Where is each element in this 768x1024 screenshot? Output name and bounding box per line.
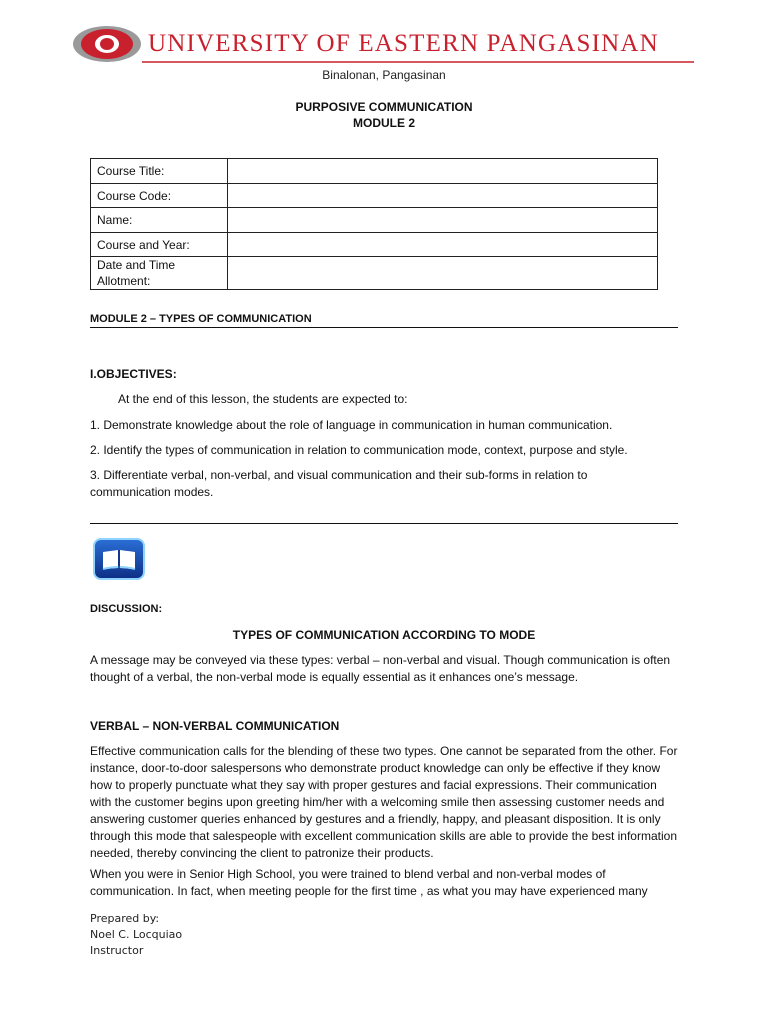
objective-item: 2. Identify the types of communication in relation to communication mode, context, purpose and style.: [90, 443, 628, 457]
course-title-field[interactable]: [228, 159, 658, 184]
discussion-intro: A message may be conveyed via these types: verbal – non-verbal and visual. Though communication is often thought of a verbal, the non-verbal mode is equally essential as it enhances one’s message.: [90, 653, 671, 684]
name-field[interactable]: [228, 208, 658, 233]
title-course: PURPOSIVE COMMUNICATION: [295, 100, 473, 114]
discussion-heading: DISCUSSION:: [90, 603, 163, 615]
senior-high-paragraph: When you were in Senior High School, you were trained to blend verbal and non-verbal modes of communication. In fact, when meeting people for the first time , as what you may have experienced many: [90, 867, 648, 898]
row-label: Name:: [91, 208, 228, 233]
date-time-field[interactable]: [228, 257, 658, 290]
document-title: [0, 99, 768, 131]
table-row: [91, 233, 658, 257]
header-underline: [72, 60, 694, 64]
title-module: MODULE 2: [352, 116, 415, 130]
objectives-intro: At the end of this lesson, the students are expected to:: [118, 392, 408, 406]
divider: [90, 523, 678, 524]
table-row: [91, 184, 658, 208]
prepared-by-label: Prepared by:: [90, 912, 160, 925]
mode-heading: TYPES OF COMMUNICATION ACCORDING TO MODE: [232, 628, 536, 642]
table-row: [91, 159, 658, 184]
objective-item: 1. Demonstrate knowledge about the role of language in communication in human communication.: [90, 418, 613, 432]
row-label: Course and Year:: [91, 233, 228, 257]
prepared-by-block: [90, 911, 182, 959]
course-year-field[interactable]: [228, 233, 658, 257]
objectives-heading: I.OBJECTIVES:: [90, 367, 177, 381]
university-seal-logo: [72, 24, 142, 64]
book-icon: [93, 538, 145, 580]
verbal-heading: VERBAL – NON-VERBAL COMMUNICATION: [90, 719, 340, 733]
row-label: Date and Time Allotment:: [91, 257, 228, 290]
location: Binalonan, Pangasinan: [322, 68, 446, 82]
instructor-role: Instructor: [90, 944, 144, 957]
table-row: [91, 257, 658, 290]
table-row: [91, 208, 658, 233]
course-code-field[interactable]: [228, 184, 658, 208]
divider: [90, 327, 678, 328]
university-name: UNIVERSITY OF EASTERN PANGASINAN: [148, 30, 659, 57]
row-label: Course Code:: [91, 184, 228, 208]
verbal-paragraph: Effective communication calls for the blending of these two types. One cannot be separated from the other. For instance, door-to-door salespersons who demonstrate product knowledge can only be effective if they know how to properly punctuate what they say with proper gestures and facial expressions. Their communication with the customer begins upon greeting him/her with a welcoming smile then assessing customer needs and answering customer queries enhanced by gestures and a friendly, happy, and pleasant disposition. It is only through this mode that salespeople with excellent communication skills are able to provide the best information needed, thereby convincing the client to patronize their products.: [90, 744, 678, 860]
module-heading: MODULE 2 – TYPES OF COMMUNICATION: [90, 313, 312, 325]
instructor-name: Noel C. Locquiao: [90, 928, 183, 941]
objective-item: 3. Differentiate verbal, non-verbal, and visual communication and their sub-forms in relation to communication modes.: [90, 468, 588, 499]
course-info-table: [90, 158, 658, 290]
row-label: Course Title:: [91, 159, 228, 184]
